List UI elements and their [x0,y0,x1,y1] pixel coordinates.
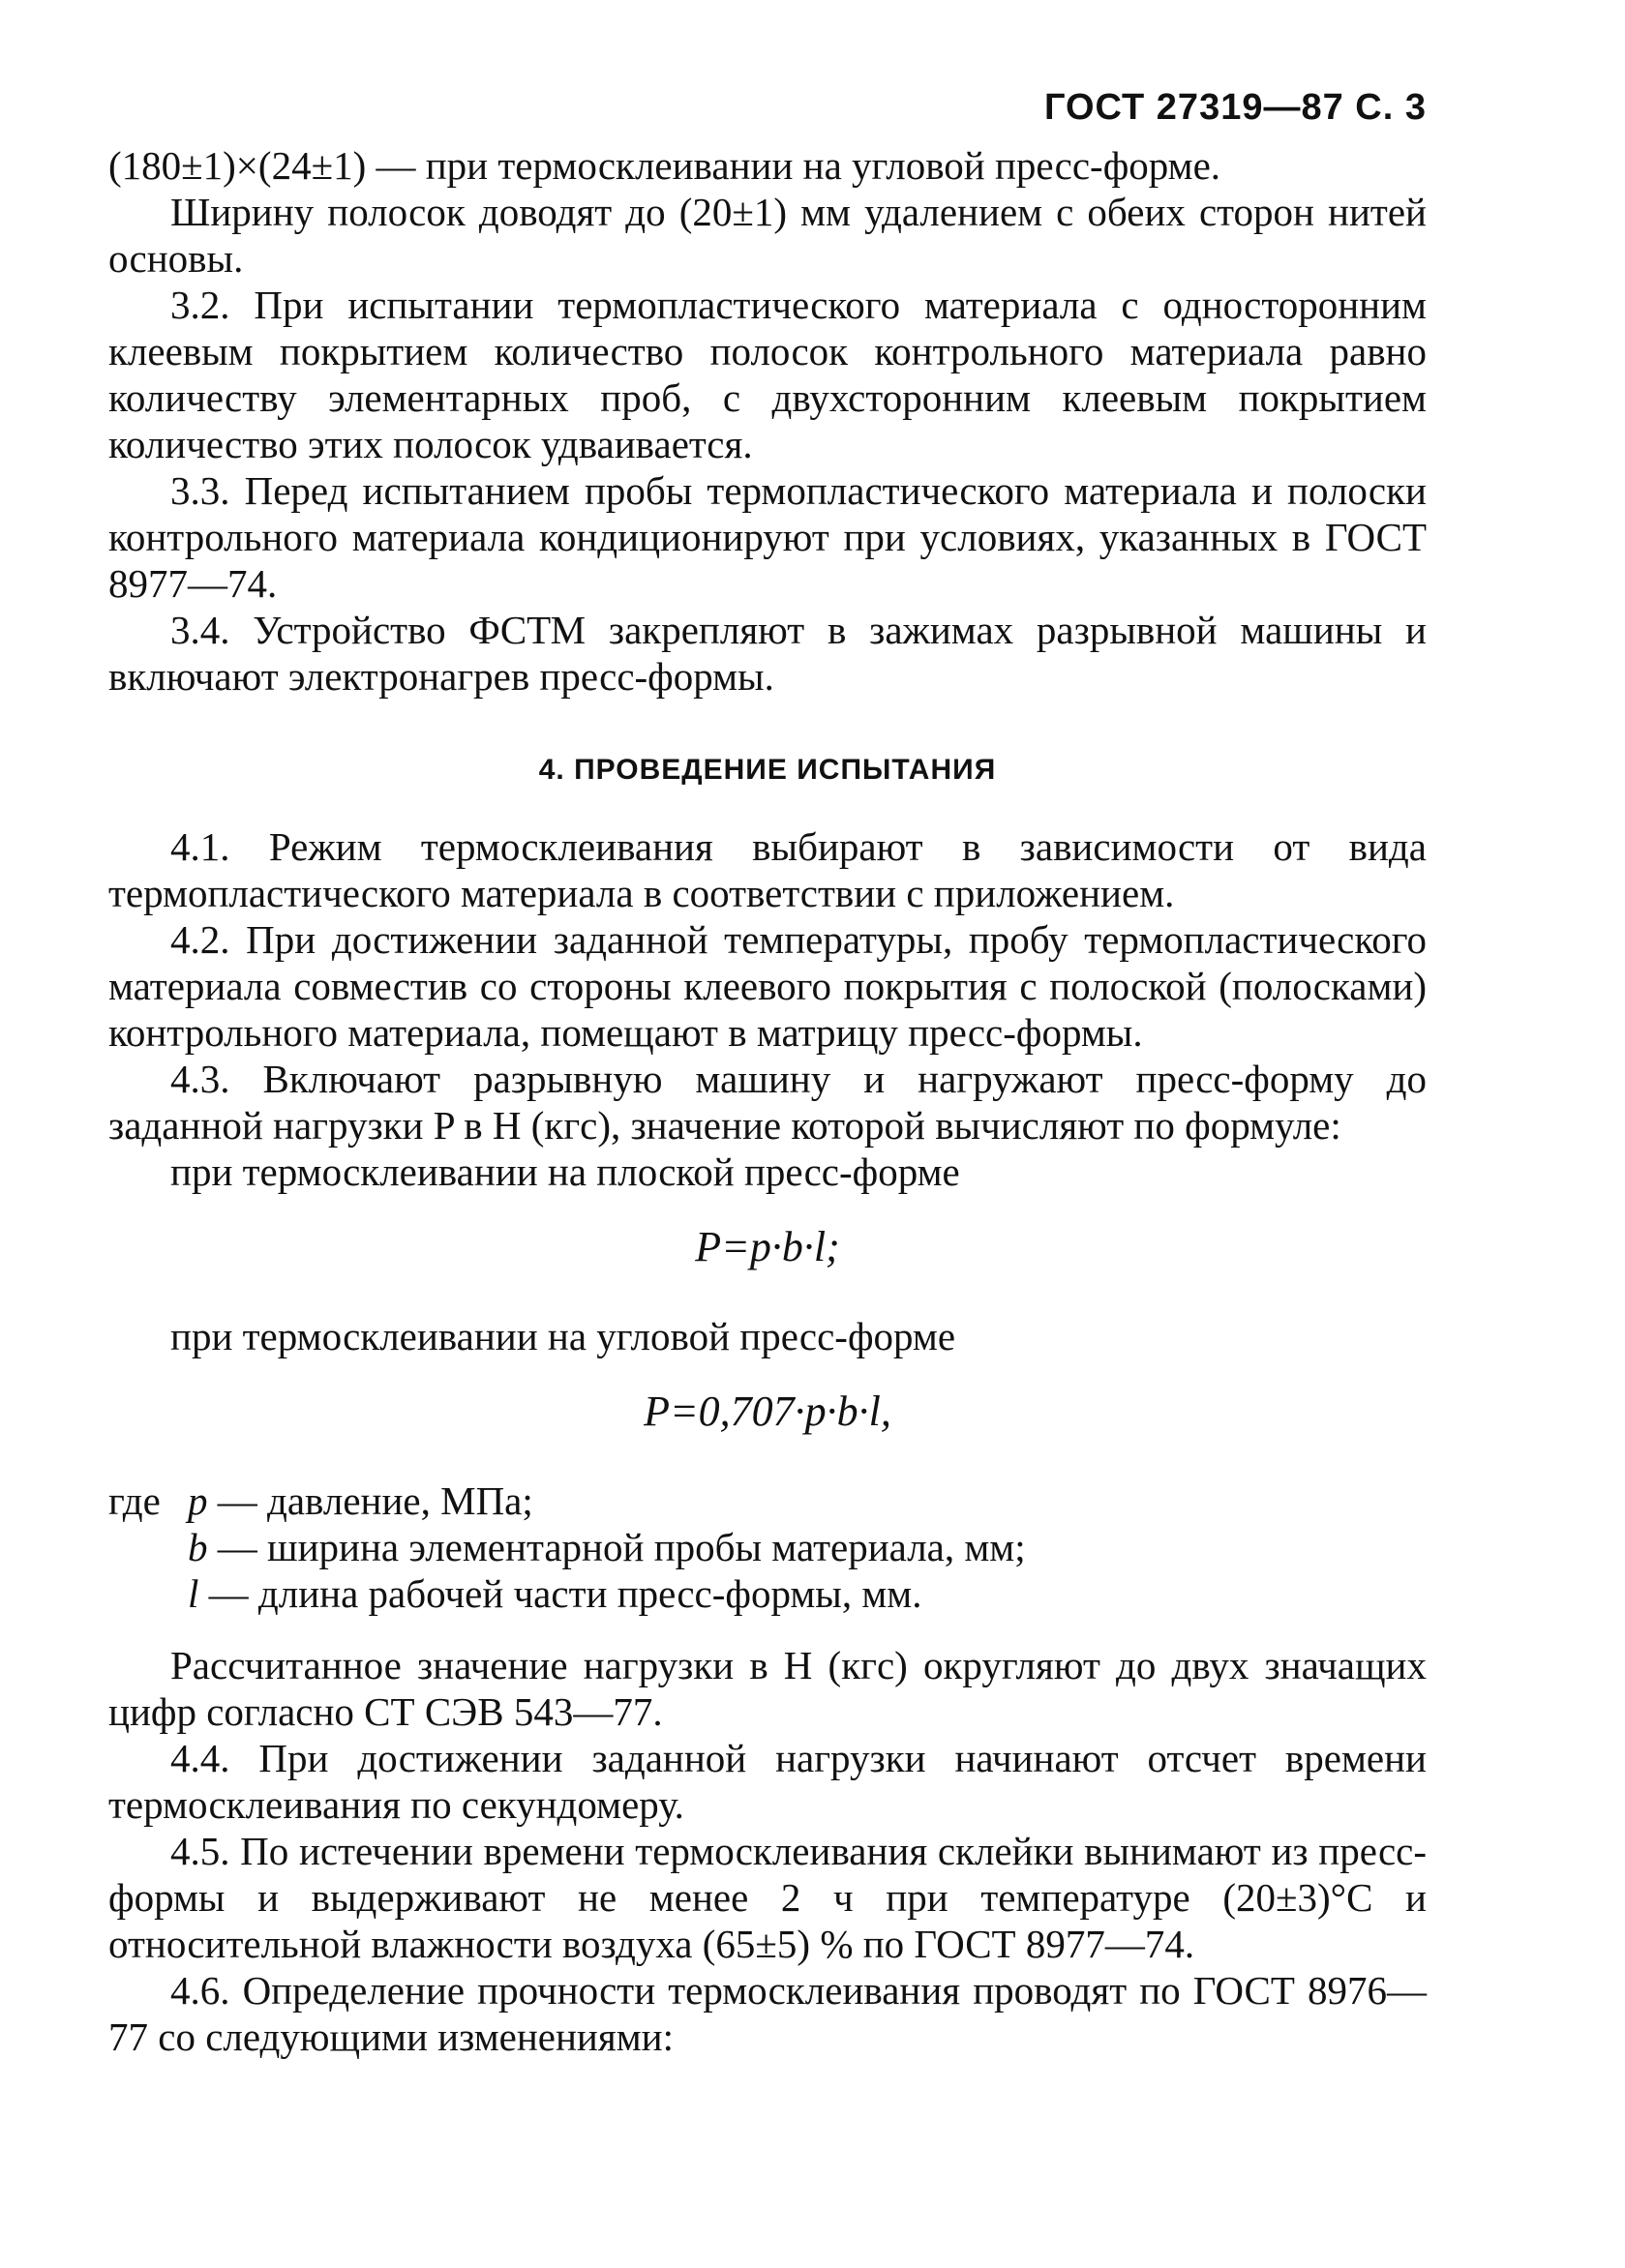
legend-prefix: где [108,1478,161,1523]
variable-legend [108,1477,1427,1617]
paragraph-4-2: 4.2. При достижении заданной температуры, пробу термопластического материала совместив со стороны клеевого покрытия с полоской (полосками) контрольного материала, помещают в матрицу пресс-формы. [108,917,1427,1055]
section-title: 4. ПРОВЕДЕНИЕ ИСПЫТАНИЯ [538,754,997,786]
legend-symbol: l [188,1571,199,1616]
paragraph-4-1: 4.1. Режим термосклеивания выбирают в зависимости от вида термопластического материала в соответствии с приложением. [108,824,1427,915]
document-page [108,87,1427,2060]
legend-symbol: p [188,1478,208,1523]
angle-mold-label: при термосклеивании на угловой пресс-форме [170,1314,956,1358]
paragraph-strip-width: Ширину полосок доводят до (20±1) мм удалением с обеих сторон нитей основы. [108,190,1427,281]
paragraph-3-4: 3.4. Устройство ФСТМ закрепляют в зажимах разрывной машины и включают электронагрев пресс-формы. [108,608,1427,699]
paragraph-4-6: 4.6. Определение прочности термосклеивания проводят по ГОСТ 8976—77 со следующими изменениями: [108,1968,1427,2059]
paragraph-3-2: 3.2. При испытании термопластического материала с односторонним клеевым покрытием количество полосок контрольного материала равно количеству элементарных проб, с двухсторонним клеевым покрытием количество этих полосок удваивается. [108,283,1427,466]
paragraph-3-3: 3.3. Перед испытанием пробы термопластического материала и полоски контрольного материала кондиционируют при условиях, указанных в ГОСТ 8977—74. [108,468,1427,606]
legend-symbol: b [188,1525,208,1569]
page-header: ГОСТ 27319—87 С. 3 [1043,87,1427,128]
formula-flat-text: P=p·b·l; [695,1223,840,1270]
legend-text: — ширина элементарной пробы материала, мм; [217,1525,1026,1569]
paragraph-rounding: Рассчитанное значение нагрузки в Н (кгс) округляют до двух значащих цифр согласно СТ СЭВ 543—77. [108,1643,1427,1734]
legend-row-b [108,1524,1427,1570]
flat-mold-label: при термосклеивании на плоской пресс-форме [170,1149,960,1194]
formula-angle [108,1387,1427,1437]
paragraph-4-4: 4.4. При достижении заданной нагрузки начинают отсчет времени термосклеивания по секундомеру. [108,1736,1427,1827]
legend-text: — давление, МПа; [217,1478,533,1523]
formula-flat [108,1222,1427,1272]
legend-row-p [108,1477,1427,1524]
paragraph-4-3: 4.3. Включают разрывную машину и нагружают пресс-форму до заданной нагрузки P в Н (кгс), значение которой вычисляют по формуле: [108,1057,1427,1148]
formula-angle-text: P=0,707·p·b·l, [644,1388,891,1435]
legend-text: — длина рабочей части пресс-формы, мм. [208,1571,922,1616]
paragraph-4-5: 4.5. По истечении времени термосклеивания склейки вынимают из пресс-формы и выдерживают не менее 2 ч при температуре (20±3)°С и относительной влажности воздуха (65±5) % по ГОСТ 8977—74. [108,1829,1427,1966]
paragraph-dimensions-angle: (180±1)×(24±1) — при термосклеивании на угловой пресс-форме. [108,143,1221,188]
legend-row-l [108,1570,1427,1617]
